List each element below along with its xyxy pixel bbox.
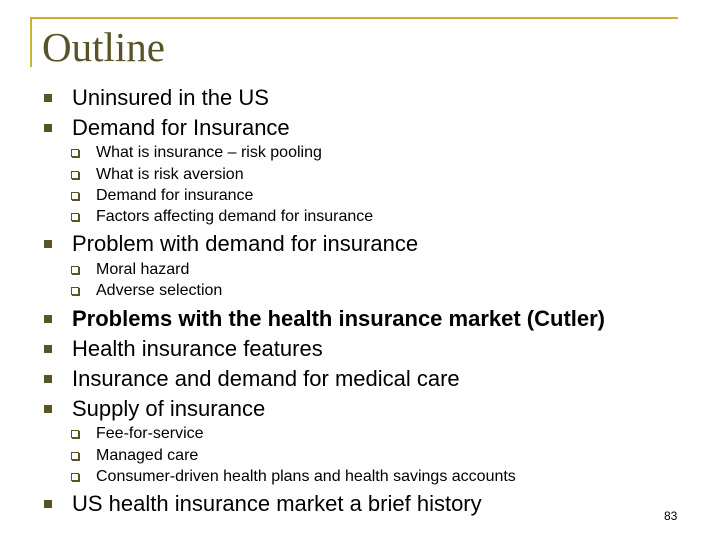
title-frame-horizontal [30,17,678,19]
square-bullet-icon [44,375,52,383]
outline-subitem-text: Adverse selection [96,282,223,299]
outline-subitem-text: Demand for insurance [96,187,254,204]
outline-item-text: Problems with the health insurance market (Cutler) [72,306,606,331]
outline-subitem-text: What is risk aversion [96,166,244,183]
title-frame-vertical [30,17,32,67]
hollow-square-bullet-icon [71,473,79,481]
square-bullet-icon [44,94,52,102]
outline-item-text: Supply of insurance [72,396,266,421]
outline-item-text: Problem with demand for insurance [72,231,419,256]
slide-title: Outline [42,24,165,70]
hollow-square-bullet-icon [71,287,79,295]
hollow-square-bullet-icon [71,213,79,221]
square-bullet-icon [44,124,52,132]
square-bullet-icon [44,315,52,323]
outline-item-text: Insurance and demand for medical care [72,366,460,391]
outline-item-text: Health insurance features [72,336,323,361]
hollow-square-bullet-icon [71,452,79,460]
outline-subitem-text: Managed care [96,447,199,464]
square-bullet-icon [44,240,52,248]
hollow-square-bullet-icon [71,171,79,179]
hollow-square-bullet-icon [71,430,79,438]
outline-subitem-text: Fee-for-service [96,425,204,442]
outline-subitem-text: Consumer-driven health plans and health savings accounts [96,468,516,485]
hollow-square-bullet-icon [71,266,79,274]
outline-subitem-text: What is insurance – risk pooling [96,144,322,161]
outline-subitem-text: Moral hazard [96,261,190,278]
square-bullet-icon [44,405,52,413]
outline-item-text: Uninsured in the US [72,85,269,110]
hollow-square-bullet-icon [71,192,79,200]
page-number: 83 [664,509,678,523]
outline-item-text: Demand for Insurance [72,115,290,140]
hollow-square-bullet-icon [71,149,79,157]
square-bullet-icon [44,500,52,508]
square-bullet-icon [44,345,52,353]
outline-item-text: US health insurance market a brief history [72,491,482,516]
outline-subitem-text: Factors affecting demand for insurance [96,208,374,225]
